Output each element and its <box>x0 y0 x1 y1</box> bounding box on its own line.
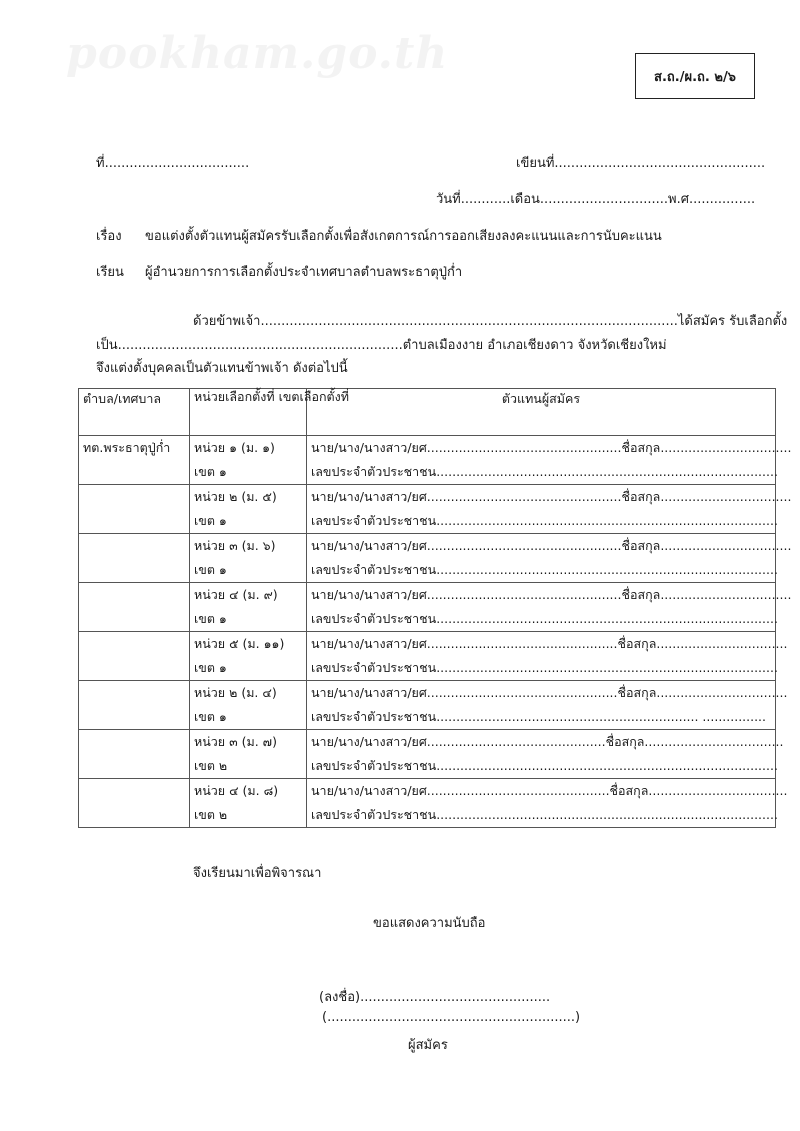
unit-label: หน่วย ๑ (ม. ๑) <box>194 440 275 455</box>
header-tambon: ตำบล/เทศบาล <box>79 389 190 436</box>
cell-representative <box>307 436 792 485</box>
representatives-table <box>78 388 792 828</box>
tambon-name <box>83 485 185 509</box>
cell-unit-zone <box>190 779 307 828</box>
table-row <box>79 436 776 485</box>
tambon-name <box>83 681 185 705</box>
representative-id-line: เลขประจำตัวประชาชน...................................................................................... <box>311 464 778 479</box>
representative-name-line: นาย/นาง/นางสาว/ยศ.............................................ชื่อสกุล................................... <box>311 734 784 749</box>
cell-unit-zone <box>190 583 307 632</box>
tambon-name <box>83 730 185 754</box>
table-row <box>79 583 776 632</box>
table-row <box>79 632 776 681</box>
table-row <box>79 534 776 583</box>
representative-name-line: นาย/นาง/นางสาว/ยศ.................................................ชื่อสกุล................................. <box>311 587 792 602</box>
header-unit-zone: หน่วยเลือกตั้งที่ เขตเลือกตั้งที่ <box>190 389 307 436</box>
zone-label: เขต ๑ <box>194 611 227 626</box>
cell-representative <box>307 583 792 632</box>
body-line-3: จึงแต่งตั้งบุคคลเป็นตัวแทนข้าพเจ้า ดังต่อไปนี้ <box>96 361 348 376</box>
cell-representative <box>307 730 784 779</box>
closing-request: จึงเรียนมาเพื่อพิจารณา <box>193 866 322 881</box>
cell-representative <box>307 632 788 681</box>
table-row <box>79 779 776 828</box>
cell-tambon <box>79 583 190 632</box>
to-text: ผู้อำนวยการการเลือกตั้งประจำเทศบาลตำบลพระธาตุปู่ก่ำ <box>145 265 463 280</box>
zone-label: เขต ๒ <box>194 758 228 773</box>
body-line-1: ด้วยข้าพเจ้า.....................................................................................................ได้สมัคร รับเลือกตั้ง <box>193 314 788 329</box>
representative-name-line: นาย/นาง/นางสาว/ยศ.................................................ชื่อสกุล................................. <box>311 440 792 455</box>
representative-id-line: เลขประจำตัวประชาชน...................................................................................... <box>311 513 778 528</box>
unit-label: หน่วย ๒ (ม. ๕) <box>194 489 277 504</box>
cell-unit-zone <box>190 485 307 534</box>
header-date-line: วันที่............เดือน...............................พ.ศ................ <box>436 192 756 207</box>
cell-tambon <box>79 779 190 828</box>
body-line-2: เป็น.....................................................................ตำบลเมืองงาย อำเภอเชียงดาว จังหวัดเชียงใหม่ <box>96 338 667 353</box>
zone-label: เขต ๑ <box>194 709 227 724</box>
zone-label: เขต ๑ <box>194 660 227 675</box>
subject-label: เรื่อง <box>96 229 122 244</box>
header-written-at: เขียนที่................................................... <box>516 156 766 171</box>
tambon-name <box>83 534 185 558</box>
representative-name-line: นาย/นาง/นางสาว/ยศ..............................................ชื่อสกุล................................... <box>311 783 788 798</box>
representative-name-line: นาย/นาง/นางสาว/ยศ................................................ชื่อสกุล................................. <box>311 685 788 700</box>
cell-unit-zone <box>190 534 307 583</box>
cell-tambon <box>79 436 190 485</box>
representative-id-line: เลขประจำตัวประชาชน...................................................................................... <box>311 562 778 577</box>
representative-id-line: เลขประจำตัวประชาชน...................................................................................... <box>311 660 778 675</box>
table-row <box>79 730 776 779</box>
signature-name-paren: (............................................................) <box>322 1010 581 1025</box>
cell-tambon <box>79 534 190 583</box>
cell-representative <box>307 534 792 583</box>
tambon-name <box>83 632 185 656</box>
signature-line: (ลงชื่อ).............................................. <box>319 990 551 1005</box>
signature-role: ผู้สมัคร <box>408 1038 448 1053</box>
unit-label: หน่วย ๔ (ม. ๘) <box>194 783 279 798</box>
tambon-name <box>83 779 185 803</box>
tambon-name <box>83 583 185 607</box>
representative-id-line: เลขประจำตัวประชาชน...................................................................................... <box>311 611 778 626</box>
zone-label: เขต ๑ <box>194 464 227 479</box>
unit-label: หน่วย ๓ (ม. ๗) <box>194 734 277 749</box>
unit-label: หน่วย ๕ (ม. ๑๑) <box>194 636 285 651</box>
representative-name-line: นาย/นาง/นางสาว/ยศ.................................................ชื่อสกุล................................. <box>311 538 792 553</box>
cell-unit-zone <box>190 681 307 730</box>
table-header-row <box>79 389 776 436</box>
representative-name-line: นาย/นาง/นางสาว/ยศ.................................................ชื่อสกุล................................. <box>311 489 792 504</box>
tambon-name: ทต.พระธาตุปู่ก่ำ <box>83 440 171 455</box>
representative-id-line: เลขประจำตัวประชาชน...................................................................................... <box>311 758 778 773</box>
cell-unit-zone <box>190 730 307 779</box>
cell-representative <box>307 779 788 828</box>
closing-regards: ขอแสดงความนับถือ <box>373 916 486 931</box>
to-label: เรียน <box>96 265 124 280</box>
unit-label: หน่วย ๓ (ม. ๖) <box>194 538 276 553</box>
cell-unit-zone <box>190 632 307 681</box>
table-row <box>79 681 776 730</box>
form-code-box: ส.ถ./ผ.ถ. ๒/๖ <box>635 53 755 99</box>
cell-unit-zone <box>190 436 307 485</box>
unit-label: หน่วย ๔ (ม. ๙) <box>194 587 278 602</box>
watermark: pookham.go.th <box>66 28 449 79</box>
unit-label: หน่วย ๒ (ม. ๔) <box>194 685 277 700</box>
subject-text: ขอแต่งตั้งตัวแทนผู้สมัครรับเลือกตั้งเพื่อสังเกตการณ์การออกเสียงลงคะแนนและการนับคะแนน <box>145 229 662 244</box>
representative-name-line: นาย/นาง/นางสาว/ยศ................................................ชื่อสกุล................................. <box>311 636 788 651</box>
header-representative: ตัวแทนผู้สมัคร <box>307 389 776 436</box>
cell-representative <box>307 485 792 534</box>
cell-tambon <box>79 681 190 730</box>
cell-tambon <box>79 730 190 779</box>
table-row <box>79 485 776 534</box>
cell-tambon <box>79 632 190 681</box>
zone-label: เขต ๒ <box>194 807 228 822</box>
representative-id-line: เลขประจำตัวประชาชน.................................................................. ................ <box>311 709 767 724</box>
zone-label: เขต ๑ <box>194 513 227 528</box>
header-at: ที่................................... <box>96 156 250 171</box>
representative-id-line: เลขประจำตัวประชาชน...................................................................................... <box>311 807 778 822</box>
zone-label: เขต ๑ <box>194 562 227 577</box>
cell-representative <box>307 681 788 730</box>
cell-tambon <box>79 485 190 534</box>
